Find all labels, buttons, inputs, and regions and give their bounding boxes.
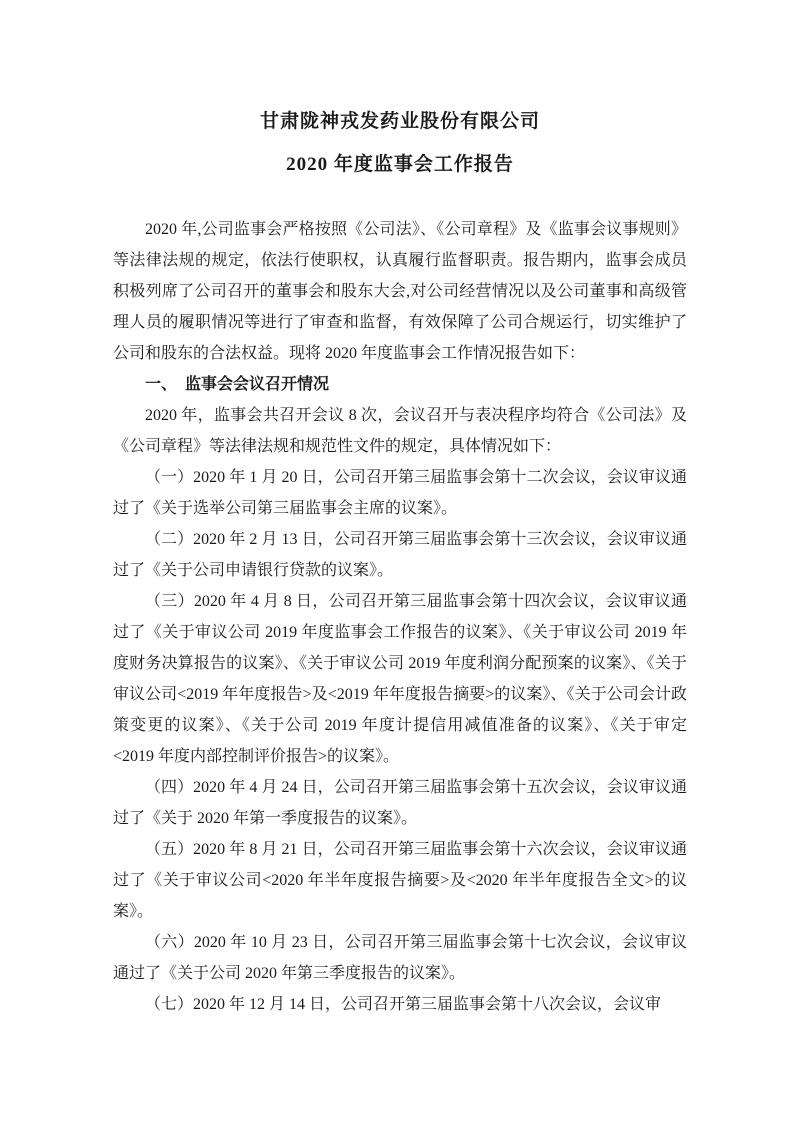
paragraph: （五）2020 年 8 月 21 日，公司召开第三届监事会第十六次会议，会议审议通过了《关于审议公司<2020 年半年度报告摘要>及<2020 年半年度报告全文>的议案》。	[113, 841, 687, 920]
paragraph: 2020 年,公司监事会严格按照《公司法》、《公司章程》及《监事会议事规则》等法律法规的规定，依法行使职权，认真履行监督职责。报告期内，监事会成员积极列席了公司召开的董事会和股东大会,对公司经营情况以及公司董事和高级管理人员的履职情况等进行了审查和监督，有效保障了公司合规运行，切实维护了公司和股东的合法权益。现将 2020 年度监事会工作情况报告如下：	[113, 221, 687, 362]
paragraph: （一）2020 年 1 月 20 日，公司召开第三届监事会第十二次会议，会议审议通过了《关于选举公司第三届监事会主席的议案》。	[113, 469, 687, 517]
paragraph: （七）2020 年 12 月 14 日，公司召开第三届监事会第十八次会议，会议审	[145, 996, 662, 1013]
document-title: 甘肃陇神戎发药业股份有限公司	[259, 111, 540, 132]
paragraph: （六）2020 年 10 月 23 日，公司召开第三届监事会第十七次会议，会议审议通过了《关于公司 2020 年第三季度报告的议案》。	[113, 934, 687, 982]
paragraph: 2020 年，监事会共召开会议 8 次，会议召开与表决程序均符合《公司法》及《公司章程》等法律法规和规范性文件的规定，具体情况如下：	[113, 407, 687, 455]
document-body	[113, 214, 687, 1020]
paragraph: （四）2020 年 4 月 24 日，公司召开第三届监事会第十五次会议，会议审议通过了《关于 2020 年第一季度报告的议案》。	[113, 779, 687, 827]
paragraph: （三）2020 年 4 月 8 日，公司召开第三届监事会第十四次会议，会议审议通过了《关于审议公司 2019 年度监事会工作报告的议案》、《关于审议公司 2019 年度财务决算报告的议案》、《关于审议公司 2019 年度利润分配预案的议案》、《关于审议公司<2019 年年度报告>及<2019 年年度报告摘要>的议案》、《关于公司会计政策变更的议案》、《关于公司 2019 年度计提信用减值准备的议案》、《关于审定<2019 年度内部控制评价报告>的议案》。	[113, 593, 687, 765]
document-subtitle: 2020 年度监事会工作报告	[286, 154, 514, 175]
section-heading: 一、 监事会会议召开情况	[145, 376, 330, 393]
paragraph: （二）2020 年 2 月 13 日，公司召开第三届监事会第十三次会议，会议审议通过了《关于公司申请银行贷款的议案》。	[113, 531, 687, 579]
